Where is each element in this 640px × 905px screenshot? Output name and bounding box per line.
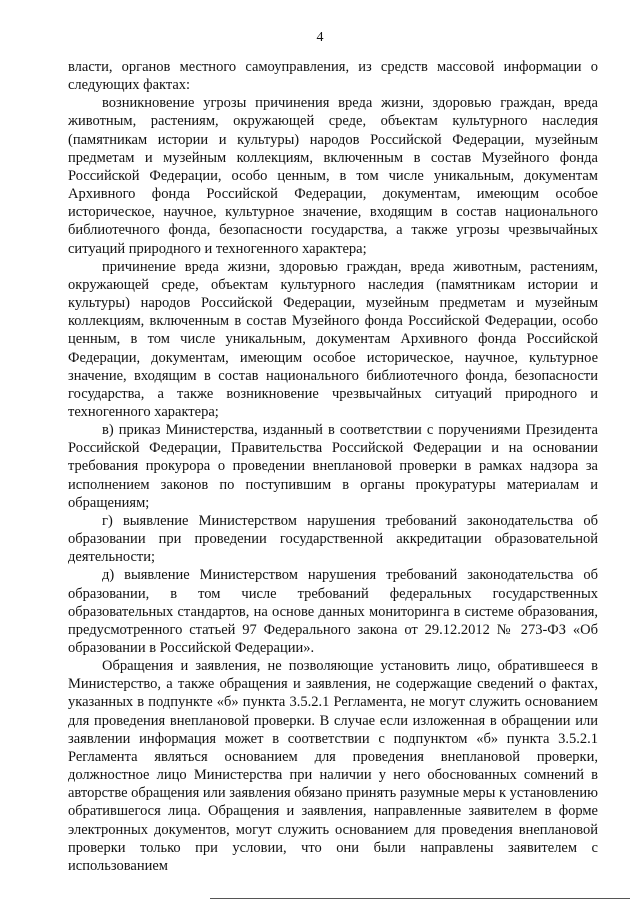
document-body: [68, 58, 598, 875]
paragraph: причинение вреда жизни, здоровью граждан, вреда животным, растениям, окружающей среде, объектам культурного наследия (памятникам истории и культуры) народов Российской Федерации, музейным предметам и музейным коллекциям, включенным в состав Музейного фонда Российской Федерации, особо ценным, в том числе уникальным, документам Архивного фонда Российской Федерации, документам, имеющим особое историческое, научное, культурное значение, входящим в состав национального библиотечного фонда, безопасности государства, а также возникновение чрезвычайных ситуаций природного и техногенного характера;: [68, 258, 598, 420]
page-number: 4: [316, 30, 324, 45]
paragraph: д) выявление Министерством нарушения требований законодательства об образовании, в том числе требований федеральных государственных образовательных стандартов, на основе данных мониторинга в системе образования, предусмотренного статьей 97 Федерального закона от 29.12.2012 № 273-ФЗ «Об образовании в Российской Федерации».: [68, 567, 598, 656]
paragraph: возникновение угрозы причинения вреда жизни, здоровью граждан, вреда животным, растениям, окружающей среде, объектам культурного наследия (памятникам истории и культуры) народов Российской Федерации, музейным предметам и музейным коллекциям, включенным в состав Музейного фонда Российской Федерации, особо ценным, в том числе уникальным, документам Архивного фонда Российской Федерации, документам, имеющим особое историческое, научное, культурное значение, входящим в состав национального библиотечного фонда, безопасности государства, а также угрозы чрезвычайных ситуаций природного и техногенного характера;: [68, 95, 598, 257]
paragraph: г) выявление Министерством нарушения требований законодательства об образовании при проведении государственной аккредитации образовательной деятельности;: [68, 512, 598, 566]
paragraph: Обращения и заявления, не позволяющие установить лицо, обратившееся в Министерство, а также обращения и заявления, не содержащие сведений о фактах, указанных в подпункте «б» пункта 3.5.2.1 Регламента, не могут служить основанием для проведения внеплановой проверки. В случае если изложенная в обращении или заявлении информация может в соответствии с подпунктом «б» пункта 3.5.2.1 Регламента являться основанием для проведения внеплановой проверки, должностное лицо Министерства при наличии у него обоснованных сомнений в авторстве обращения или заявления обязано принять разумные меры к установлению обратившегося лица. Обращения и заявления, направленные заявителем в форме электронных документов, могут служить основанием для проведения внеплановой проверки только при условии, что они были направлены заявителем с использованием: [68, 658, 598, 874]
paragraph: власти, органов местного самоуправления, из средств массовой информации о следующих фактах:: [68, 59, 598, 94]
paragraph: в) приказ Министерства, изданный в соответствии с поручениями Президента Российской Федерации, Правительства Российской Федерации и на основании требования прокурора о проведении внеплановой проверки в рамках надзора за исполнением законов по поступившим в органы прокуратуры материалам и обращениям;: [68, 422, 598, 511]
footer-rule: [210, 898, 630, 899]
